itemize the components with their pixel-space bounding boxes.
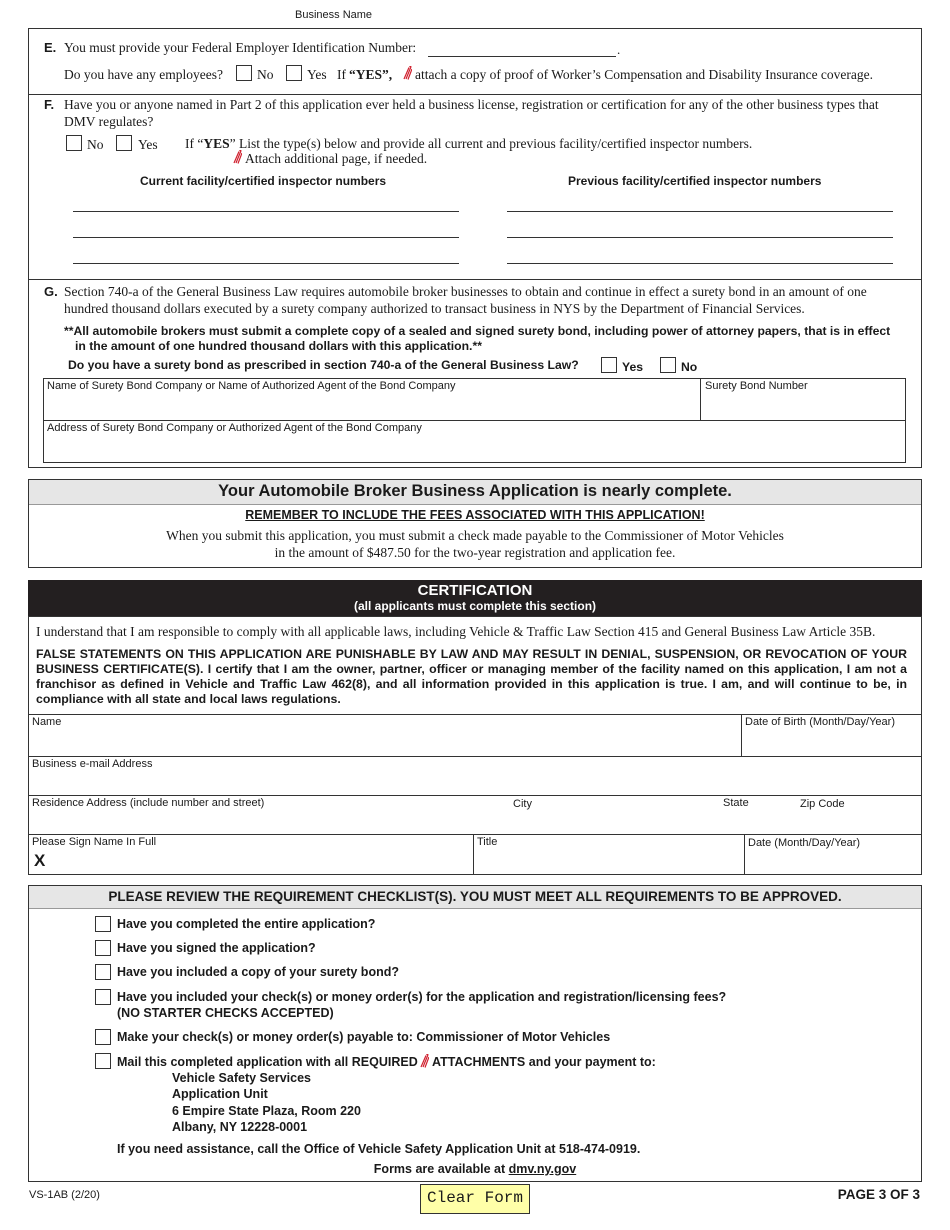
surety-bond-number-input[interactable] [702,394,904,419]
date-label: Date (Month/Day/Year) [748,837,861,849]
date-input[interactable] [746,850,919,873]
page-number: PAGE 3 OF 3 [837,1187,920,1202]
checklist-checkbox[interactable] [95,1029,111,1045]
checklist-checkbox[interactable] [95,989,111,1005]
dmv-website-link[interactable]: dmv.ny.gov [508,1162,577,1176]
title-label: Title [477,836,498,848]
fee-text-line2: in the amount of $487.50 for the two-year registration and application fee. [274,545,676,560]
surety-company-label: Name of Surety Bond Company or Name of Authorized Agent of the Bond Company [47,380,456,392]
mailing-address-line: Application Unit [172,1087,268,1101]
surety-law-line2: hundred thousand dollars executed by a surety company authorized to transact business in NYS by the Department of Financial Services. [64,301,805,316]
current-number-input[interactable] [73,237,459,238]
licenses-if-yes-text: If “YES” List the type(s) below and provide all current and previous facility/certified inspector numbers. [185,136,753,151]
employees-no-label: No [257,67,274,82]
state-label: State [723,797,749,809]
nearly-complete-title: Your Automobile Broker Business Application is nearly complete. [218,482,732,500]
employees-yes-label: Yes [307,67,327,82]
certification-subtitle: (all applicants must complete this section) [353,599,597,613]
checklist-item: Have you completed the entire application? [117,917,376,931]
applicant-name-label: Name [32,716,62,728]
business-email-input[interactable] [30,772,919,794]
checklist-checkbox[interactable] [95,1053,111,1069]
mail-instructions-suffix: ATTACHMENTS and your payment to: [432,1055,656,1069]
licenses-no-checkbox[interactable] [66,135,82,151]
surety-bond-question: Do you have a surety bond as prescribed in section 740-a of the General Business Law? [68,358,579,372]
title-input[interactable] [475,850,742,873]
signature-label: Please Sign Name In Full [32,836,157,848]
current-numbers-header: Current facility/certified inspector numbers [140,174,387,188]
paperclip-icon [233,150,242,164]
checklist-header: PLEASE REVIEW THE REQUIREMENT CHECKLIST(S). YOU MUST MEET ALL REQUIREMENTS TO BE APPROVED. [108,889,842,904]
current-number-input[interactable] [73,211,459,212]
surety-yes-checkbox[interactable] [601,357,617,373]
city-input[interactable] [512,811,720,833]
checklist-checkbox[interactable] [95,964,111,980]
previous-number-input[interactable] [507,211,893,212]
residence-address-label: Residence Address (include number and street) [32,797,265,809]
checklist-checkbox[interactable] [95,916,111,932]
checklist-item: Have you included a copy of your surety bond? [117,965,399,979]
surety-notice-line2: in the amount of one hundred thousand dollars with this application.** [75,339,482,353]
licenses-no-label: No [87,137,104,152]
checklist-checkbox[interactable] [95,940,111,956]
mailing-address-line: Vehicle Safety Services [172,1071,311,1085]
employees-question: Do you have any employees? [64,67,223,82]
assistance-text: If you need assistance, call the Office of Vehicle Safety Application Unit at 518-474-0919. [117,1142,641,1156]
false-statements-warning: FALSE STATEMENTS ON THIS APPLICATION ARE PUNISHABLE BY LAW AND MAY RESULT IN DENIAL, SUSPENSION, OR REVOCATION OF YOUR BUSINESS CERTIFICATE(S). I certify that I am the owner, partner, officer or managing member of the facility named on this application, I am not a franchisor as defined in Vehicle and Traffic Law 462(8), and all information provided in this application is true. I am, and will continue to be, in [36,647,907,691]
checklist-item: Make your check(s) or money order(s) payable to: Commissioner of Motor Vehicles [117,1030,611,1044]
section-e-letter: E. [44,40,57,55]
mail-instructions-prefix: Mail this completed application with all REQUIRED [117,1055,418,1069]
applicant-name-input[interactable] [30,730,739,755]
previous-number-input[interactable] [507,237,893,238]
zip-code-input[interactable] [798,811,919,833]
section-f-letter: F. [44,97,55,112]
surety-yes-label: Yes [622,360,644,374]
certification-title: CERTIFICATION [417,582,533,599]
fein-label: You must provide your Federal Employer Identification Number: [64,40,417,55]
employees-yes-checkbox[interactable] [286,65,302,81]
fee-text-line1: When you submit this application, you must submit a check made payable to the Commissioner of Motor Vehicles [166,528,784,543]
surety-law-line1: Section 740-a of the General Business Law requires automobile broker businesses to obtain and continue in effect a surety bond in an amount of one [64,284,867,299]
business-email-label: Business e-mail Address [32,758,153,770]
employees-no-checkbox[interactable] [236,65,252,81]
surety-bond-number-label: Surety Bond Number [705,380,808,392]
paperclip-icon [420,1054,429,1068]
section-g-letter: G. [44,284,58,299]
fein-input[interactable] [428,56,616,57]
previous-numbers-header: Previous facility/certified inspector numbers [568,174,822,188]
business-name-label: Business Name [295,9,373,21]
workers-comp-attach-text: attach a copy of proof of Worker’s Compensation and Disability Insurance coverage. [415,67,874,82]
form-id: VS-1AB (2/20) [29,1189,100,1201]
zip-code-label: Zip Code [800,798,845,810]
surety-no-label: No [681,360,698,374]
surety-address-input[interactable] [44,436,904,461]
mailing-address-line: Albany, NY 12228-0001 [172,1120,308,1134]
if-yes-word: “YES”, [349,67,393,82]
city-label: City [513,798,532,810]
date-of-birth-label: Date of Birth (Month/Day/Year) [745,716,895,728]
false-statements-warning-last: compliance with all state and local laws regulations. [36,692,341,706]
checklist-item-note: (NO STARTER CHECKS ACCEPTED) [117,1006,334,1020]
forms-available-text: Forms are available at dmv.ny.gov [373,1162,577,1176]
mailing-address-line: 6 Empire State Plaza, Room 220 [172,1104,361,1118]
certification-statement: I understand that I am responsible to comply with all applicable laws, including Vehicle & Traffic Law Section 415 and General Business Law Article 35B. [36,624,876,639]
surety-company-input[interactable] [44,394,699,419]
previous-number-input[interactable] [507,263,893,264]
checklist-item: Have you signed the application? [117,941,316,955]
section-f-question-line2: DMV regulates? [64,114,154,129]
checklist-item: Have you included your check(s) or money order(s) for the application and registration/licensing fees? [117,990,727,1004]
licenses-yes-checkbox[interactable] [116,135,132,151]
licenses-yes-label: Yes [138,137,158,152]
surety-notice-line1: **All automobile brokers must submit a complete copy of a sealed and signed surety bond, including power of attorney papers, that is in effect [64,324,891,338]
surety-address-label: Address of Surety Bond Company or Authorized Agent of the Bond Company [47,422,422,434]
paperclip-icon [403,66,412,80]
if-yes-prefix: If [337,67,346,82]
current-number-input[interactable] [73,263,459,264]
clear-form-button[interactable]: Clear Form [420,1184,530,1214]
date-of-birth-input[interactable] [743,730,920,755]
attach-additional-page-text: Attach additional page, if needed. [245,151,428,166]
surety-no-checkbox[interactable] [660,357,676,373]
section-f-question-line1: Have you or anyone named in Part 2 of this application ever held a business license, registration or certification for any of the other business types that [64,97,879,112]
residence-address-input[interactable] [30,811,510,833]
signature-x-mark: X [34,851,46,870]
remember-fees-notice: REMEMBER TO INCLUDE THE FEES ASSOCIATED WITH THIS APPLICATION! [245,508,705,522]
signature-input[interactable] [52,850,471,873]
state-input[interactable] [722,811,796,833]
